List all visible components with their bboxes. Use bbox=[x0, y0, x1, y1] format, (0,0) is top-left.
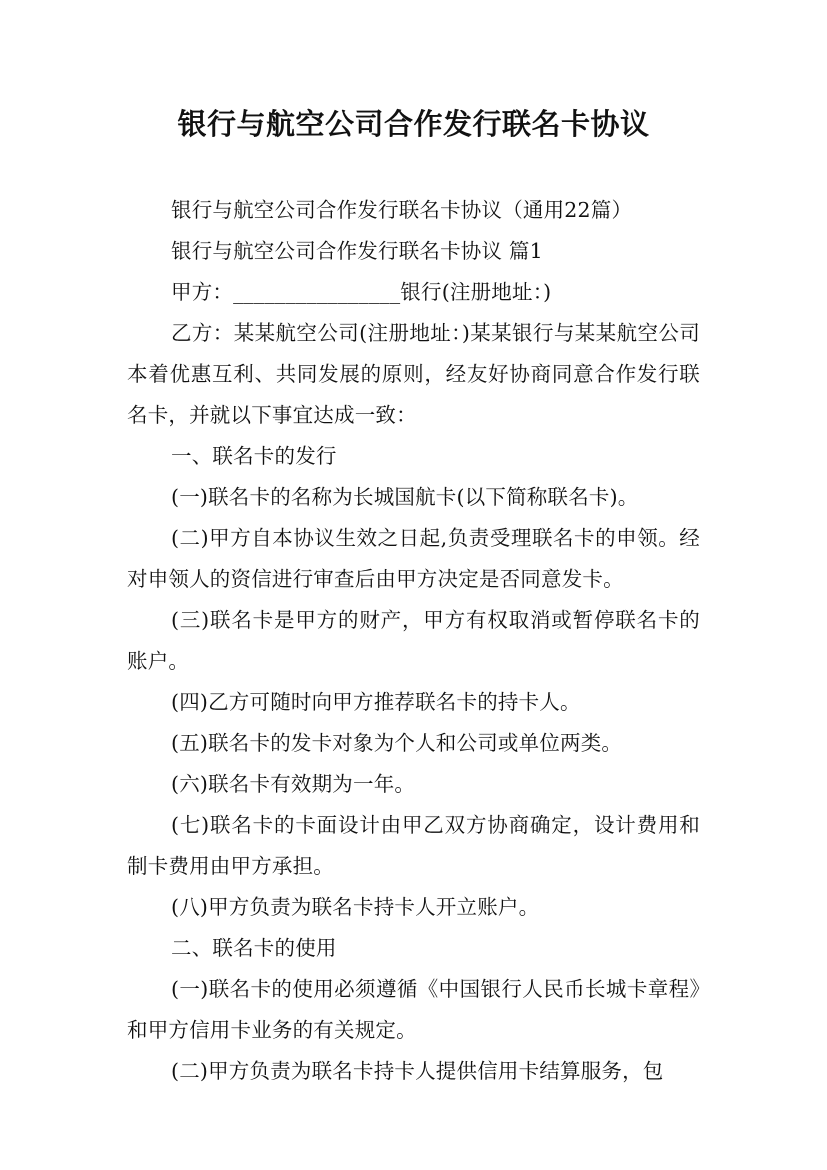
clause-heading-usage: 二、联名卡的使用 bbox=[171, 936, 337, 960]
section-heading: 银行与航空公司合作发行联名卡协议 篇1 bbox=[171, 239, 543, 263]
subtitle-paragraph: 银行与航空公司合作发行联名卡协议（通用22篇） bbox=[171, 198, 633, 222]
clause-item: (一)联名卡的名称为长城国航卡(以下简称联名卡)。 bbox=[171, 485, 639, 509]
clause-item: (六)联名卡有效期为一年。 bbox=[171, 772, 416, 796]
clause-item: (五)联名卡的发卡对象为个人和公司或单位两类。 bbox=[171, 731, 623, 755]
document-body bbox=[127, 190, 700, 1092]
clause-item: (三)联名卡是甲方的财产，甲方有权取消或暂停联名卡的账户。 bbox=[127, 608, 700, 673]
clause-heading-issuance: 一、联名卡的发行 bbox=[171, 444, 337, 468]
clause-item: (七)联名卡的卡面设计由甲乙双方协商确定，设计费用和制卡费用由甲方承担。 bbox=[127, 813, 700, 878]
clause-item: (二)甲方负责为联名卡持卡人提供信用卡结算服务，包 bbox=[171, 1059, 664, 1083]
clause-item: (二)甲方自本协议生效之日起,负责受理联名卡的申领。经对申领人的资信进行审查后由甲方决定是否同意发卡。 bbox=[127, 526, 700, 591]
clause-item: (一)联名卡的使用必须遵循《中国银行人民币长城卡章程》和甲方信用卡业务的有关规定。 bbox=[127, 977, 700, 1042]
party-b-paragraph: 乙方：某某航空公司(注册地址：)某某银行与某某航空公司本着优惠互利、共同发展的原则，经友好协商同意合作发行联名卡，并就以下事宜达成一致： bbox=[127, 321, 700, 427]
party-a-line: 甲方：________________银行(注册地址：) bbox=[171, 280, 552, 304]
clause-item: (四)乙方可随时向甲方推荐联名卡的持卡人。 bbox=[171, 690, 581, 714]
clause-item: (八)甲方负责为联名卡持卡人开立账户。 bbox=[171, 895, 540, 919]
document-title: 银行与航空公司合作发行联名卡协议 bbox=[177, 107, 650, 141]
